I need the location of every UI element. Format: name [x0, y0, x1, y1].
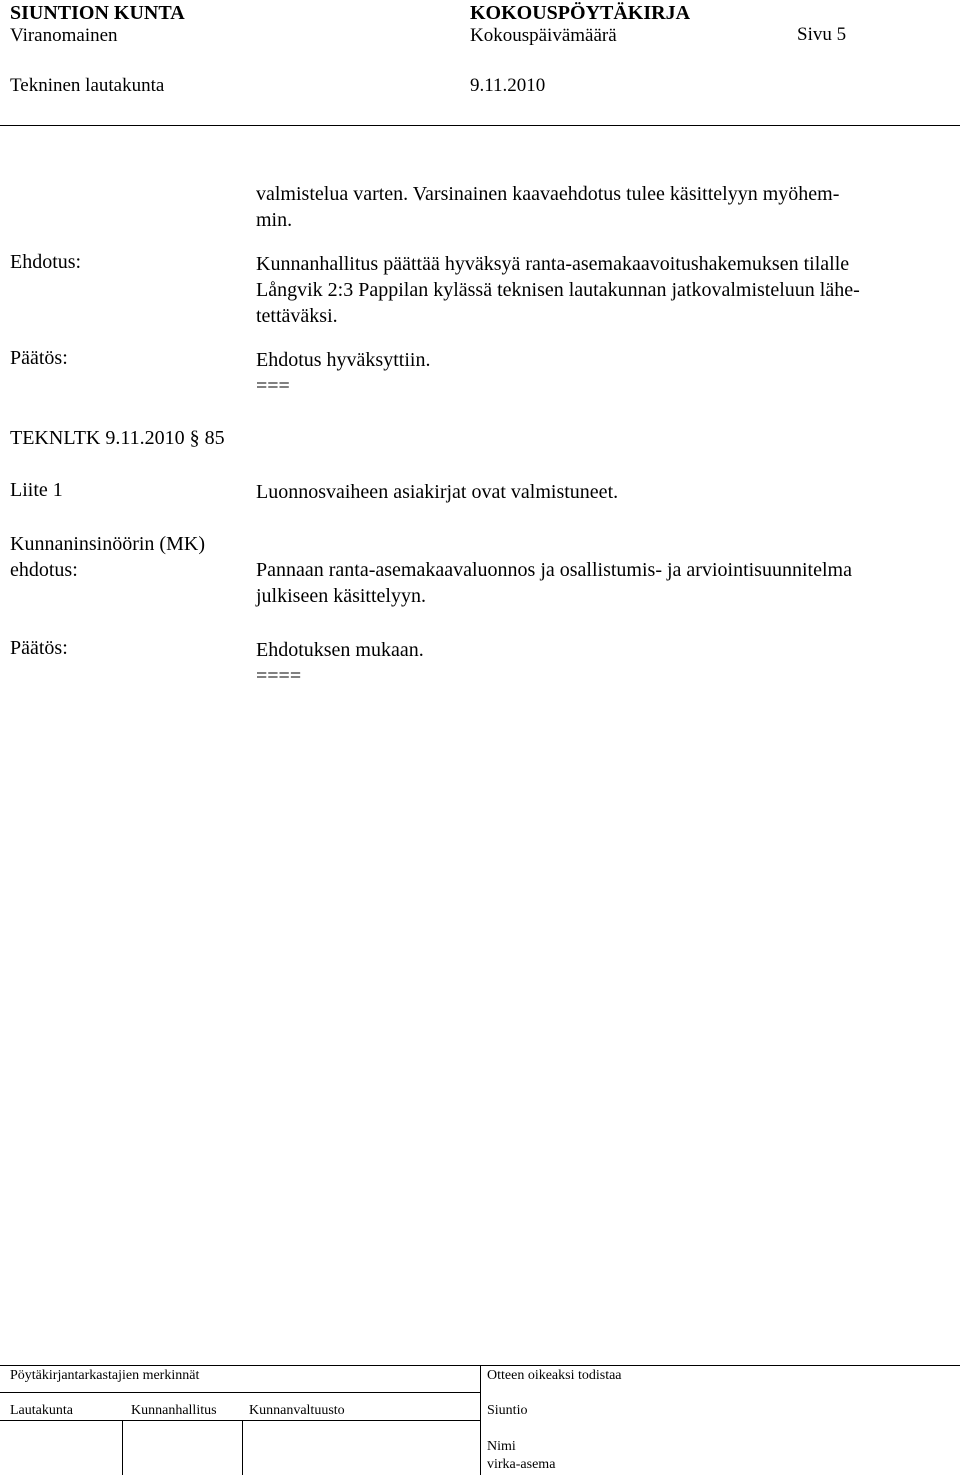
decision-line: Ehdotus hyväksyttiin. [256, 349, 431, 371]
section-reference: TEKNLTK 9.11.2010 § 85 [10, 427, 225, 449]
footer-col-divider-1 [122, 1420, 123, 1475]
header-divider [0, 125, 960, 126]
proposal-text-2 [256, 557, 946, 609]
continuation-line: valmistelua varten. Varsinainen kaavaehdotus tulee käsittelyyn myöhem- [256, 183, 840, 205]
certify-place: Siuntio [487, 1403, 528, 1418]
proposal-line: Pannaan ranta-asemakaavaluonnos ja osallistumis- ja arviointisuunnitelma [256, 559, 852, 581]
decision-label-2: Päätös: [10, 637, 68, 659]
attachment-text: Luonnosvaiheen asiakirjat ovat valmistuneet. [256, 481, 619, 503]
footer-center-divider [480, 1365, 481, 1475]
decision-line: Ehdotuksen mukaan. [256, 639, 424, 661]
proposer-label-line: ehdotus: [10, 559, 78, 581]
proposal-label: Ehdotus: [10, 251, 82, 273]
authority-label: Viranomainen [10, 25, 118, 46]
proposer-label-line: Kunnaninsinöörin (MK) [10, 533, 205, 555]
decision-text [256, 347, 946, 399]
document-type: KOKOUSPÖYTÄKIRJA [470, 2, 691, 24]
attachment-label: Liite 1 [10, 479, 63, 501]
page-number: Sivu 5 [797, 24, 847, 45]
meeting-date: 9.11.2010 [470, 75, 546, 96]
decision-text-2 [256, 637, 946, 689]
continuation-text [256, 181, 946, 233]
footer-col-lautakunta: Lautakunta [10, 1403, 73, 1418]
footer-col-divider-2 [242, 1420, 243, 1475]
certify-title: Otteen oikeaksi todistaa [487, 1368, 622, 1383]
footer-left-inner-border [0, 1392, 480, 1393]
certify-position-label: virka-asema [487, 1457, 556, 1472]
proposer-label [10, 531, 205, 583]
footer-col-kunnanvaltuusto: Kunnanvaltuusto [249, 1403, 345, 1418]
proposal-line: Långvik 2:3 Pappilan kylässä teknisen lautakunnan jatkovalmisteluun lähe- [256, 279, 860, 301]
date-label: Kokouspäivämäärä [470, 25, 617, 46]
proposal-line: Kunnanhallitus päättää hyväksyä ranta-asemakaavoitushakemuksen tilalle [256, 253, 850, 275]
proposal-line: tettäväksi. [256, 305, 338, 327]
checkers-title: Pöytäkirjantarkastajien merkinnät [10, 1368, 200, 1383]
footer-col-kunnanhallitus: Kunnanhallitus [131, 1403, 217, 1418]
continuation-line: min. [256, 209, 293, 231]
separator: ==== [256, 665, 302, 687]
organization-name: SIUNTION KUNTA [10, 2, 185, 24]
footer-left-row-border [0, 1420, 480, 1421]
certify-name-label: Nimi [487, 1439, 516, 1454]
separator: === [256, 375, 290, 397]
proposal-line: julkiseen käsittelyyn. [256, 585, 426, 607]
authority-name: Tekninen lautakunta [10, 75, 165, 96]
proposal-text [256, 251, 946, 329]
decision-label: Päätös: [10, 347, 68, 369]
